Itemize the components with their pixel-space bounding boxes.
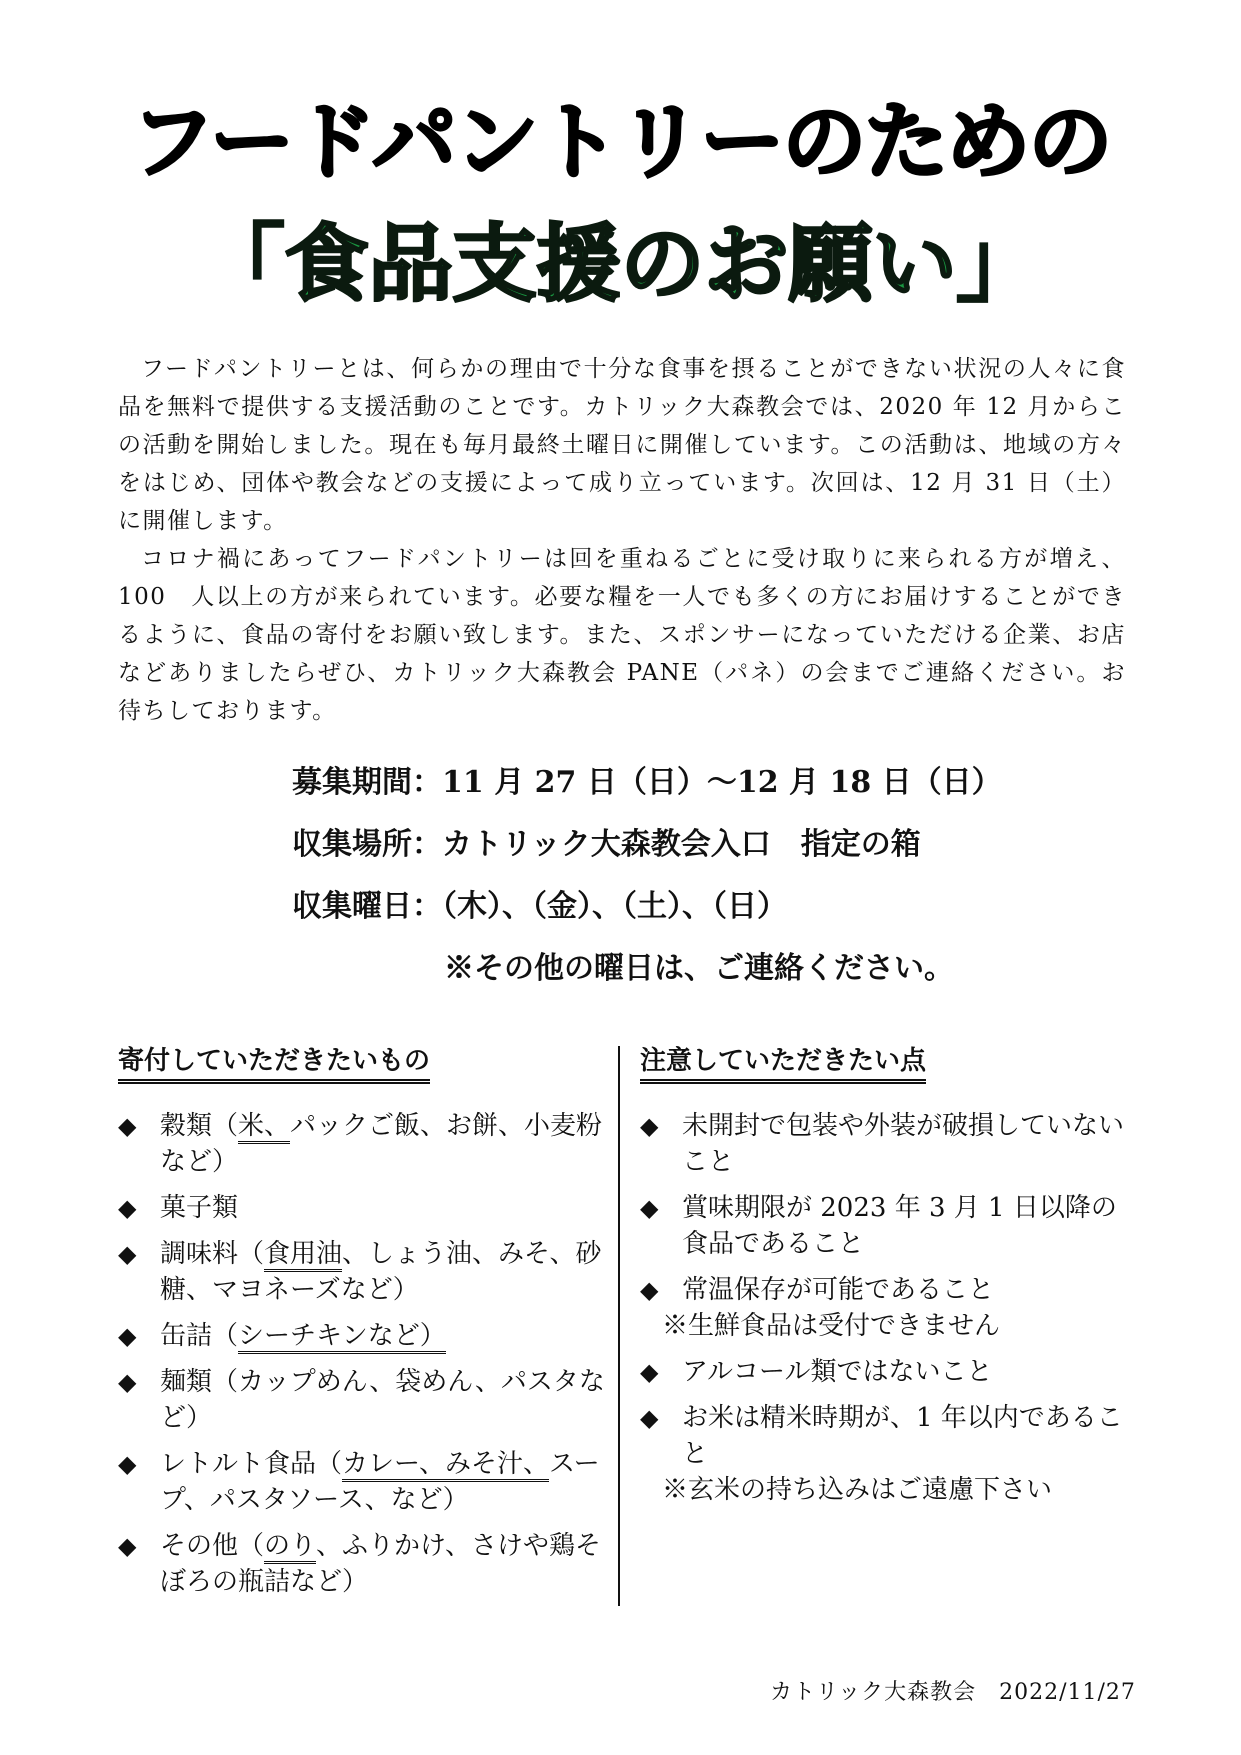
note-item — [640, 1354, 1130, 1390]
diamond-bullet-icon: ◆ — [640, 1112, 659, 1140]
diamond-bullet-icon: ◆ — [640, 1358, 659, 1386]
item-text-underlined: のり — [264, 1531, 316, 1564]
collection-place: 収集場所：カトリック大森教会入口 指定の箱 — [292, 827, 921, 862]
item-text: 未開封で包装や外装が破損していないこと — [682, 1111, 1125, 1177]
note-item — [640, 1400, 1130, 1508]
donation-item — [118, 1190, 608, 1226]
donation-item — [118, 1528, 608, 1600]
item-text: 麺類（カップめん、袋めん、パスタなど） — [160, 1367, 605, 1433]
donation-item — [118, 1236, 608, 1308]
donation-item — [118, 1318, 608, 1354]
item-text: レトルト食品（ — [160, 1449, 343, 1479]
item-text: お米は精米時期が、1 年以内であること — [682, 1403, 1123, 1469]
note-item — [640, 1190, 1130, 1262]
item-text: 、ふりかけ、さけや鶏そぼろの瓶詰など） — [160, 1531, 601, 1597]
item-text: 缶詰（ — [160, 1321, 239, 1351]
item-text: 常温保存が可能であること — [682, 1275, 995, 1305]
donation-item — [118, 1364, 608, 1436]
notes-heading: 注意していただきたい点 — [640, 1040, 926, 1084]
collection-info — [292, 752, 1152, 1000]
item-text: 賞味期限が 2023 年 3 月 1 日以降の食品であること — [682, 1193, 1117, 1259]
footer-signature: カトリック大森教会 2022/11/27 — [770, 1680, 1136, 1705]
collection-period: 募集期間：11 月 27 日（日）～12 月 18 日（日） — [292, 765, 1002, 800]
item-text-underlined: 米、 — [238, 1111, 290, 1144]
diamond-bullet-icon: ◆ — [640, 1404, 659, 1432]
diamond-bullet-icon: ◆ — [640, 1194, 659, 1222]
intro-paragraph: コロナ禍にあってフードパントリーは回を重ねるごとに受け取りに来られる方が増え、100 人以上の方が来られています。必要な糧を一人でも多くの方にお届けすることができるように、食品の寄付をお願い致します。また、スポンサーになっていただける企業、お店などありましたらぜひ、カトリック大森教会 PANE（パネ）の会までご連絡ください。お待ちしております。 — [118, 546, 1126, 724]
item-text: 、しょう油、みそ、砂糖、マヨネーズなど） — [160, 1239, 602, 1305]
donation-item — [118, 1108, 608, 1180]
donation-items-column — [118, 1040, 608, 1610]
item-text: 菓子類 — [160, 1193, 239, 1223]
diamond-bullet-icon: ◆ — [118, 1322, 137, 1350]
item-text: その他（ — [160, 1531, 265, 1561]
item-text-underlined: 食用油 — [264, 1239, 342, 1272]
item-text: 調味料（ — [160, 1239, 265, 1269]
item-text-underlined: カレー、みそ汁、 — [342, 1449, 549, 1482]
item-text-underlined: シーチキンなど） — [238, 1321, 446, 1354]
diamond-bullet-icon: ◆ — [118, 1450, 137, 1478]
page-subtitle: 「食品支援のお願い」 — [200, 215, 1041, 313]
item-subnote: ※玄米の持ち込みはご遠慮下さい — [662, 1475, 1053, 1505]
note-item — [640, 1272, 1130, 1344]
collection-days: 収集曜日：（木）、（金）、（土）、（日） — [292, 889, 787, 924]
diamond-bullet-icon: ◆ — [118, 1194, 137, 1222]
intro-paragraph: フードパントリーとは、何らかの理由で十分な食事を摂ることができない状況の人々に食品を無料で提供する支援活動のことです。カトリック大森教会では、2020 年 12 月からこの活動を開始しました。現在も毎月最終土曜日に開催しています。この活動は、地域の方々をはじめ、団体や教会などの支援によって成り立っています。次回は、12 月 31 日（土）に開催します。 — [118, 356, 1126, 534]
item-text: パックご飯、お餅、小麦粉など） — [160, 1111, 603, 1177]
donation-item — [118, 1446, 608, 1518]
item-text: アルコール類ではないこと — [682, 1357, 993, 1387]
item-text: スープ、パスタソース、など） — [160, 1449, 600, 1515]
notes-column — [640, 1040, 1130, 1518]
note-item — [640, 1108, 1130, 1180]
item-subnote: ※生鮮食品は受付できません — [662, 1311, 1001, 1341]
diamond-bullet-icon: ◆ — [118, 1532, 137, 1560]
donation-items-heading: 寄付していただきたいもの — [118, 1040, 430, 1084]
intro-text — [118, 350, 1126, 730]
diamond-bullet-icon: ◆ — [640, 1276, 659, 1304]
page-title: フードパントリーのための — [130, 93, 1111, 191]
diamond-bullet-icon: ◆ — [118, 1112, 137, 1140]
item-text: 穀類（ — [160, 1111, 239, 1141]
column-divider — [618, 1046, 620, 1606]
diamond-bullet-icon: ◆ — [118, 1368, 137, 1396]
diamond-bullet-icon: ◆ — [118, 1240, 137, 1268]
collection-note: ※その他の曜日は、ご連絡ください。 — [444, 951, 954, 986]
